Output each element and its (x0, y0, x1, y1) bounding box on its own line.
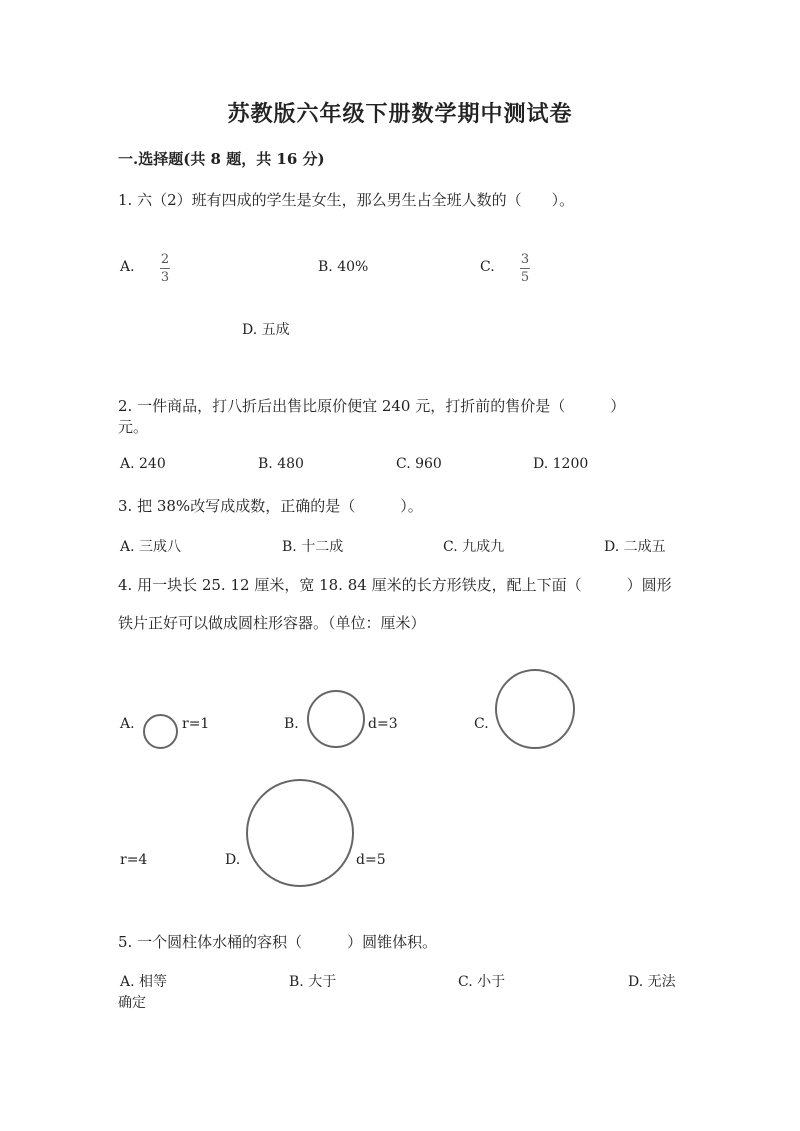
q5-option-a: A. 相等 (120, 974, 168, 990)
fraction-bar (520, 268, 530, 269)
q4-option-a-dimension: r=1 (182, 716, 210, 732)
q5-option-c: C. 小于 (458, 974, 506, 990)
q4-option-d-label: D. (225, 852, 241, 868)
question-5-text: 5. 一个圆柱体水桶的容积（ ）圆锥体积。 (118, 933, 438, 951)
q4-option-c-circle (495, 669, 575, 749)
page-title: 苏教版六年级下册数学期中测试卷 (227, 101, 573, 127)
q2-option-b: B. 480 (258, 456, 304, 472)
fraction-bar (160, 268, 170, 269)
q4-option-d-circle (246, 779, 354, 887)
q2-option-c: C. 960 (396, 456, 442, 472)
q1-option-c-denominator: 5 (520, 270, 530, 285)
q5-option-b: B. 大于 (289, 974, 337, 990)
q3-option-a: A. 三成八 (120, 539, 182, 555)
question-4-text-line1: 4. 用一块长 25. 12 厘米，宽 18. 84 厘米的长方形铁皮，配上下面（ ）圆形 (118, 576, 672, 594)
q4-option-b-dimension: d=3 (368, 716, 398, 732)
q4-option-d-dimension: d=5 (356, 852, 386, 868)
q1-option-a-label: A. (120, 259, 135, 275)
section-heading: 一.选择题(共 8 题，共 16 分) (118, 150, 325, 168)
q4-option-c-dimension: r=4 (120, 852, 148, 868)
q3-option-d: D. 二成五 (604, 539, 666, 555)
q1-option-a-denominator: 3 (160, 270, 170, 285)
q2-option-a: A. 240 (120, 456, 166, 472)
q4-option-b-label: B. (284, 716, 299, 732)
q1-option-b: B. 40% (318, 259, 369, 275)
q3-option-b: B. 十二成 (282, 539, 344, 555)
q5-option-d-continued: 确定 (118, 995, 146, 1011)
q2-option-d: D. 1200 (533, 456, 589, 472)
question-1-text: 1. 六（2）班有四成的学生是女生，那么男生占全班人数的（ ）。 (118, 191, 575, 209)
question-2-text-line1: 2. 一件商品，打八折后出售比原价便宜 240 元，打折前的售价是（ ） (118, 397, 626, 415)
q1-option-c-numerator: 3 (520, 252, 530, 267)
q1-option-c-label: C. (480, 259, 495, 275)
question-3-text: 3. 把 38%改写成成数，正确的是（ ）。 (118, 497, 423, 515)
q1-option-c-fraction (520, 253, 530, 284)
q3-option-c: C. 九成九 (443, 539, 505, 555)
q4-option-a-circle (143, 714, 178, 749)
q1-option-a-fraction (160, 253, 170, 284)
q1-option-a-numerator: 2 (160, 252, 170, 267)
question-4-text-line2: 铁片正好可以做成圆柱形容器。（单位：厘米） (118, 614, 426, 632)
q1-option-d: D. 五成 (242, 322, 290, 338)
question-2-text-line2: 元。 (118, 418, 149, 436)
q5-option-d: D. 无法 (628, 974, 676, 990)
q4-option-b-circle (307, 690, 365, 748)
q4-option-a-label: A. (120, 716, 135, 732)
q4-option-c-label: C. (474, 716, 489, 732)
